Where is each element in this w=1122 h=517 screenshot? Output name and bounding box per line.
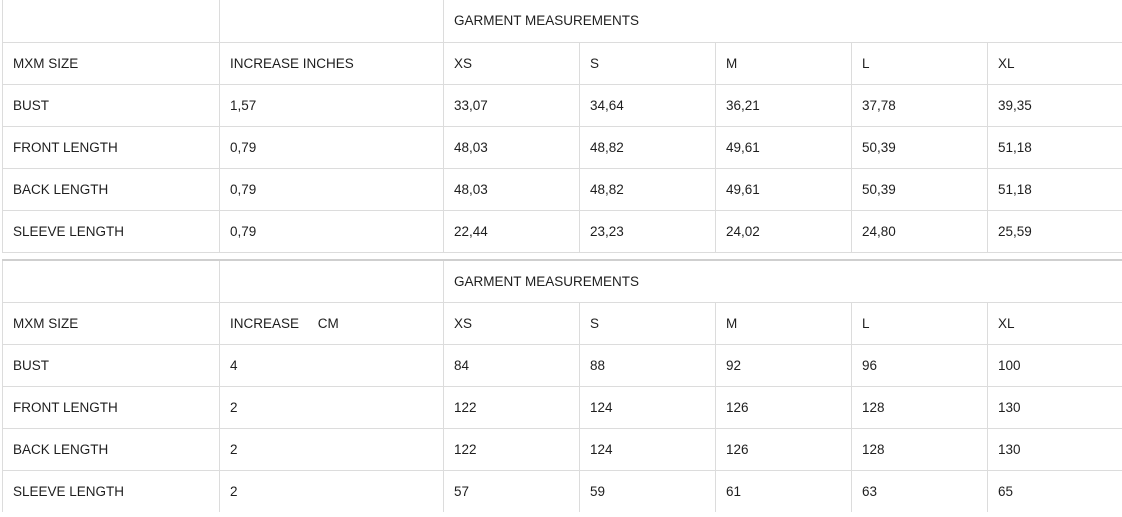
value-cell: 124 xyxy=(580,386,716,428)
size-s: S xyxy=(580,302,716,344)
garment-measurements-header: GARMENT MEASUREMENTS xyxy=(444,0,1122,42)
value-cell: 50,39 xyxy=(852,126,988,168)
row-increase: 2 xyxy=(220,386,444,428)
value-cell: 100 xyxy=(988,344,1122,386)
row-label: BUST xyxy=(3,84,220,126)
size-label: MXM SIZE xyxy=(3,302,220,344)
table-row xyxy=(3,168,1122,210)
size-m: M xyxy=(716,302,852,344)
size-xl: XL xyxy=(988,42,1122,84)
table-row xyxy=(3,386,1122,428)
row-label: SLEEVE LENGTH xyxy=(3,210,220,252)
value-cell: 39,35 xyxy=(988,84,1122,126)
row-label: FRONT LENGTH xyxy=(3,386,220,428)
size-xl: XL xyxy=(988,302,1122,344)
row-increase: 4 xyxy=(220,344,444,386)
value-cell: 122 xyxy=(444,428,580,470)
value-cell: 92 xyxy=(716,344,852,386)
size-xs: XS xyxy=(444,302,580,344)
size-header-row xyxy=(3,302,1122,344)
value-cell: 59 xyxy=(580,470,716,512)
empty-cell xyxy=(220,260,444,302)
table-row xyxy=(3,428,1122,470)
group-header-row xyxy=(3,0,1122,42)
value-cell: 128 xyxy=(852,428,988,470)
row-increase: 1,57 xyxy=(220,84,444,126)
row-label: BUST xyxy=(3,344,220,386)
value-cell: 61 xyxy=(716,470,852,512)
value-cell: 25,59 xyxy=(988,210,1122,252)
value-cell: 51,18 xyxy=(988,126,1122,168)
value-cell: 24,02 xyxy=(716,210,852,252)
table-row xyxy=(3,344,1122,386)
size-label: MXM SIZE xyxy=(3,42,220,84)
row-increase: 2 xyxy=(220,428,444,470)
value-cell: 48,03 xyxy=(444,126,580,168)
size-l: L xyxy=(852,302,988,344)
size-header-row xyxy=(3,42,1122,84)
value-cell: 24,80 xyxy=(852,210,988,252)
value-cell: 23,23 xyxy=(580,210,716,252)
value-cell: 48,82 xyxy=(580,126,716,168)
value-cell: 48,03 xyxy=(444,168,580,210)
value-cell: 63 xyxy=(852,470,988,512)
inches-measurement-table xyxy=(2,0,1122,253)
value-cell: 128 xyxy=(852,386,988,428)
value-cell: 49,61 xyxy=(716,168,852,210)
value-cell: 50,39 xyxy=(852,168,988,210)
row-label: SLEEVE LENGTH xyxy=(3,470,220,512)
value-cell: 49,61 xyxy=(716,126,852,168)
size-xs: XS xyxy=(444,42,580,84)
value-cell: 126 xyxy=(716,428,852,470)
increase-label: INCREASE INCHES xyxy=(220,42,444,84)
empty-cell xyxy=(220,0,444,42)
cm-measurement-table xyxy=(2,259,1122,512)
value-cell: 33,07 xyxy=(444,84,580,126)
row-label: FRONT LENGTH xyxy=(3,126,220,168)
garment-measurements-header: GARMENT MEASUREMENTS xyxy=(444,260,1122,302)
row-label: BACK LENGTH xyxy=(3,428,220,470)
value-cell: 65 xyxy=(988,470,1122,512)
size-l: L xyxy=(852,42,988,84)
value-cell: 48,82 xyxy=(580,168,716,210)
row-increase: 2 xyxy=(220,470,444,512)
size-m: M xyxy=(716,42,852,84)
value-cell: 51,18 xyxy=(988,168,1122,210)
value-cell: 124 xyxy=(580,428,716,470)
value-cell: 122 xyxy=(444,386,580,428)
value-cell: 130 xyxy=(988,386,1122,428)
size-s: S xyxy=(580,42,716,84)
row-increase: 0,79 xyxy=(220,168,444,210)
value-cell: 96 xyxy=(852,344,988,386)
empty-cell xyxy=(3,260,220,302)
value-cell: 22,44 xyxy=(444,210,580,252)
table-row xyxy=(3,126,1122,168)
value-cell: 88 xyxy=(580,344,716,386)
table-row xyxy=(3,210,1122,252)
row-label: BACK LENGTH xyxy=(3,168,220,210)
value-cell: 36,21 xyxy=(716,84,852,126)
value-cell: 84 xyxy=(444,344,580,386)
empty-cell xyxy=(3,0,220,42)
value-cell: 130 xyxy=(988,428,1122,470)
value-cell: 57 xyxy=(444,470,580,512)
value-cell: 37,78 xyxy=(852,84,988,126)
group-header-row xyxy=(3,260,1122,302)
value-cell: 126 xyxy=(716,386,852,428)
row-increase: 0,79 xyxy=(220,126,444,168)
row-increase: 0,79 xyxy=(220,210,444,252)
increase-label: INCREASE CM xyxy=(220,302,444,344)
value-cell: 34,64 xyxy=(580,84,716,126)
table-row xyxy=(3,470,1122,512)
table-row xyxy=(3,84,1122,126)
